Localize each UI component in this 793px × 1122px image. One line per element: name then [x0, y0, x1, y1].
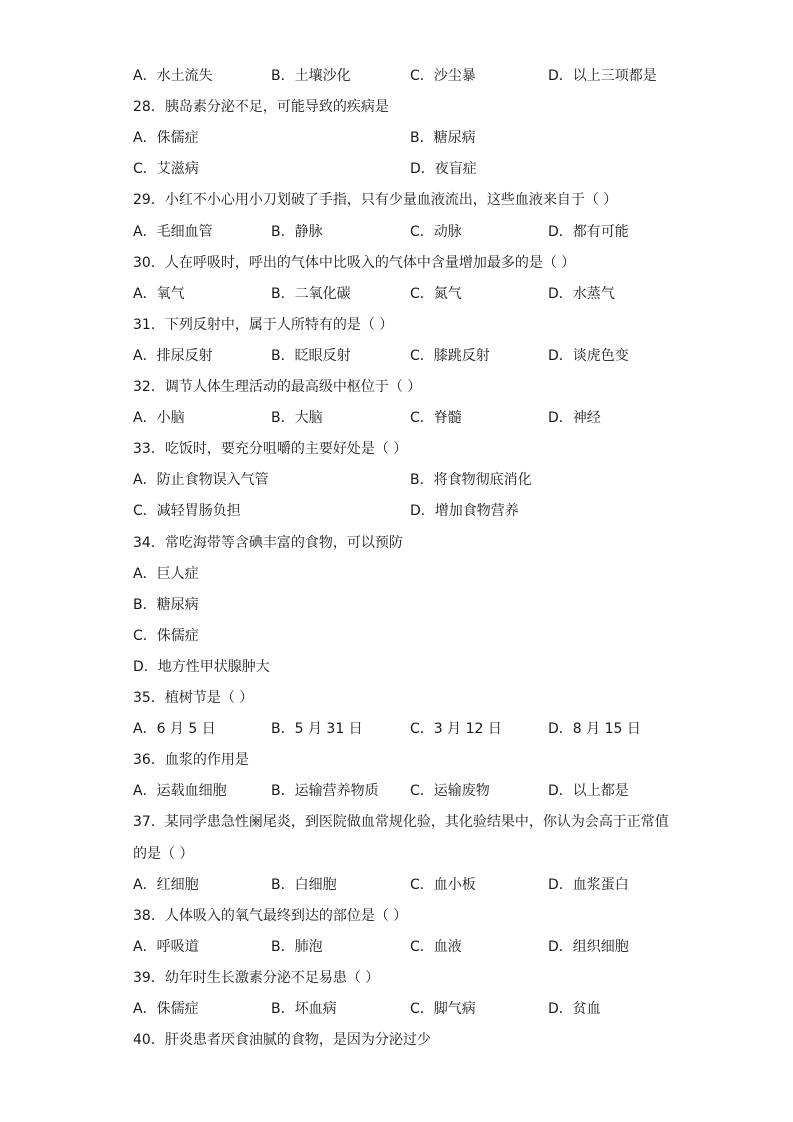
answer-option: C．血液	[410, 938, 462, 955]
answer-option: B．土壤沙化	[271, 68, 351, 84]
answer-option: C．运输废物	[410, 783, 490, 800]
answer-option: C．3 月 12 日	[410, 721, 502, 738]
answer-option: C．氮气	[410, 285, 462, 302]
answer-option: B．白细胞	[271, 876, 337, 893]
question-stem: 34．常吃海带等含碘丰富的食物，可以预防	[133, 534, 403, 551]
question-stem: 39．幼年时生长激素分泌不足易患（ ）	[133, 969, 380, 986]
answer-option: C．艾滋病	[133, 161, 199, 178]
answer-option: D．神经	[548, 410, 601, 427]
question-stem: 38．人体吸入的氧气最终到达的部位是（ ）	[133, 907, 408, 924]
question-stem: 28．胰岛素分泌不足，可能导致的疾病是	[133, 99, 389, 116]
answer-option: A．6 月 5 日	[133, 721, 216, 738]
answer-option: A．小脑	[133, 410, 185, 427]
answer-option: D．水蒸气	[548, 285, 615, 302]
answer-option: B．大脑	[271, 410, 323, 427]
answer-option: C．动脉	[410, 223, 462, 240]
answer-option: A．氧气	[133, 285, 185, 302]
answer-option: A．毛细血管	[133, 223, 213, 240]
answer-option: D．增加食物营养	[410, 503, 519, 520]
question-stem: 36．血浆的作用是	[133, 752, 249, 769]
answer-option: C．侏儒症	[133, 627, 199, 644]
answer-option: D．贫血	[548, 1001, 601, 1017]
question-stem: 37．某同学患急性阑尾炎，到医院做血常规化验，其化验结果中，你认为会高于正常值	[133, 814, 669, 831]
answer-option: B．肺泡	[271, 938, 323, 955]
answer-option: B．糖尿病	[410, 130, 476, 147]
answer-option: D．谈虎色变	[548, 347, 629, 364]
answer-option: A．水土流失	[133, 68, 213, 84]
answer-option: D．8 月 15 日	[548, 721, 641, 738]
answer-option: D．以上三项都是	[548, 68, 657, 84]
answer-option: C．膝跳反射	[410, 347, 490, 364]
answer-option: A．运载血细胞	[133, 783, 227, 800]
question-stem: 32．调节人体生理活动的最高级中枢位于（ ）	[133, 379, 422, 395]
answer-option: A．巨人症	[133, 565, 199, 582]
answer-option: D．夜盲症	[410, 161, 477, 178]
answer-option: D．血浆蛋白	[548, 876, 629, 893]
question-stem: 40．肝炎患者厌食油腻的食物，是因为分泌过少	[133, 1032, 431, 1049]
answer-option: A．侏儒症	[133, 1001, 199, 1017]
answer-option: D．组织细胞	[548, 938, 629, 955]
answer-option: C．脚气病	[410, 1001, 476, 1017]
answer-option: A．红细胞	[133, 876, 199, 893]
answer-option: D．都有可能	[548, 223, 629, 240]
answer-option: A．排尿反射	[133, 347, 213, 364]
answer-option: B．二氧化碳	[271, 285, 351, 302]
question-stem: 35．植树节是（ ）	[133, 690, 254, 706]
answer-option: B．坏血病	[271, 1001, 337, 1017]
answer-option: B．运输营养物质	[271, 783, 379, 800]
answer-option: C．减轻胃肠负担	[133, 503, 241, 520]
answer-option: C．沙尘暴	[410, 68, 476, 84]
answer-option: C．脊髓	[410, 410, 462, 427]
answer-option: A．侏儒症	[133, 130, 199, 147]
question-stem: 31．下列反射中，属于人所特有的是（ ）	[133, 316, 394, 333]
answer-option: B．静脉	[271, 223, 323, 240]
answer-option: B．眨眼反射	[271, 347, 351, 364]
answer-option: A．呼吸道	[133, 938, 199, 955]
question-stem: 30．人在呼吸时，呼出的气体中比吸入的气体中含量增加最多的是（ ）	[133, 254, 576, 271]
answer-option: B．糖尿病	[133, 596, 199, 613]
answer-option: B．5 月 31 日	[271, 721, 363, 738]
answer-option: C．血小板	[410, 876, 476, 893]
answer-option: 的是（ ）	[133, 845, 194, 862]
answer-option: D．以上都是	[548, 783, 629, 800]
question-stem: 29．小红不小心用小刀划破了手指，只有少量血液流出，这些血液来自于（ ）	[133, 192, 618, 209]
answer-option: B．将食物彻底消化	[410, 472, 532, 489]
answer-option: A．防止食物误入气管	[133, 472, 269, 489]
question-stem: 33．吃饭时，要充分咀嚼的主要好处是（ ）	[133, 441, 408, 458]
answer-option: D．地方性甲状腺肿大	[133, 658, 270, 675]
